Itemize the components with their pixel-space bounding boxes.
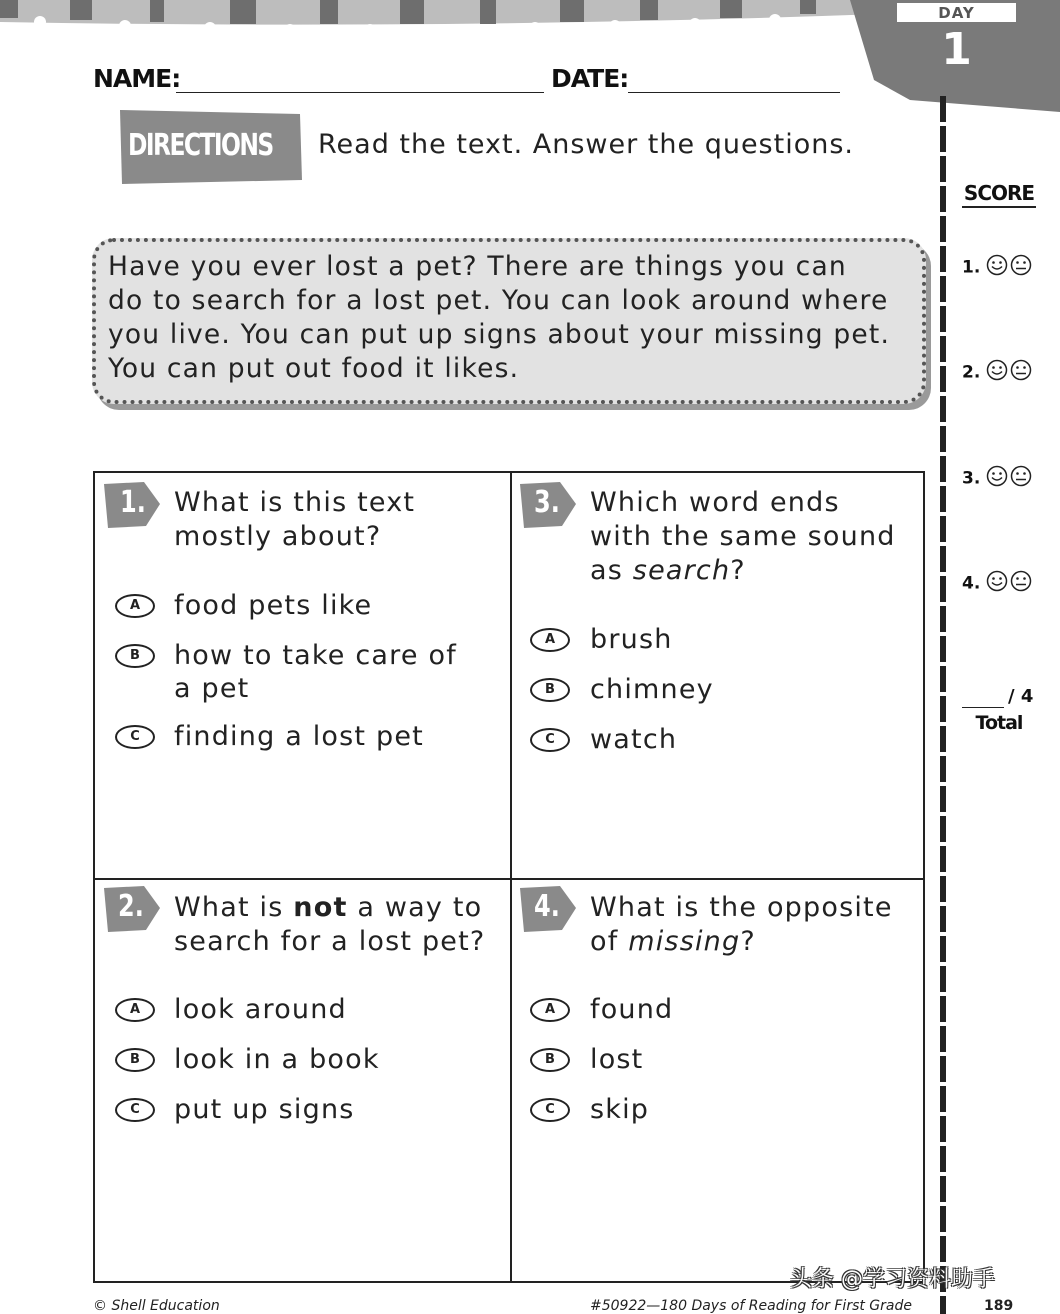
question-3-number: 3. xyxy=(534,485,560,520)
question-2-number: 2. xyxy=(118,889,144,924)
question-2-prompt: What is not a way to search for a lost pet? xyxy=(174,892,486,957)
total-score-suffix: / 4 xyxy=(1008,686,1034,707)
neutral-face-icon[interactable] xyxy=(1008,254,1032,281)
footer-book-title: #50922—180 Days of Reading for First Grade xyxy=(590,1298,912,1314)
question-1-option-c-text: finding a lost pet xyxy=(174,721,424,752)
question-4-option-c-bubble[interactable]: C xyxy=(530,1098,570,1122)
question-3-option-a-text: brush xyxy=(590,624,673,655)
question-4-number: 4. xyxy=(534,889,560,924)
question-2-option-a-bubble[interactable]: A xyxy=(115,998,155,1022)
total-label: Total xyxy=(975,712,1023,734)
score-row-2-label: 2. xyxy=(962,362,981,383)
day-label: DAY xyxy=(897,3,1016,22)
reading-passage-text: Have you ever lost a pet? There are things you can do to search for a lost pet. You can look around where you live. You can put up signs about your missing pet. You can put out food it likes. xyxy=(108,251,891,384)
question-1-number: 1. xyxy=(120,485,146,520)
question-3-option-c-bubble[interactable]: C xyxy=(530,728,570,752)
question-3-prompt: Which word ends with the same sound as search? xyxy=(590,487,896,586)
date-field[interactable] xyxy=(628,92,840,93)
date-label: DATE: xyxy=(551,64,629,93)
score-row-3-label: 3. xyxy=(962,468,981,489)
smiley-face-icon[interactable] xyxy=(986,465,1008,492)
grid-vertical-divider xyxy=(510,473,512,1281)
directions-badge-text: DIRECTIONS xyxy=(128,128,273,163)
question-3-option-a-bubble[interactable]: A xyxy=(530,628,570,652)
question-3-option-b-text: chimney xyxy=(590,674,714,705)
question-1-option-b-text: how to take care of a pet xyxy=(174,640,457,704)
neutral-face-icon[interactable] xyxy=(1008,359,1032,386)
score-row-1 xyxy=(962,254,1032,281)
question-1-option-b-bubble[interactable]: B xyxy=(115,644,155,668)
question-4-option-b-bubble[interactable]: B xyxy=(530,1048,570,1072)
top-decorative-band xyxy=(0,0,880,40)
name-label: NAME: xyxy=(93,64,181,93)
score-row-2 xyxy=(962,359,1032,386)
question-3-option-c-text: watch xyxy=(590,724,678,755)
total-score-field[interactable] xyxy=(962,686,1033,708)
question-2-option-c-bubble[interactable]: C xyxy=(115,1098,155,1122)
score-column-divider xyxy=(940,96,946,1314)
neutral-face-icon[interactable] xyxy=(1008,570,1032,597)
question-2-option-c-text: put up signs xyxy=(174,1094,355,1125)
question-2-option-b-bubble[interactable]: B xyxy=(115,1048,155,1072)
grid-horizontal-divider xyxy=(95,878,923,880)
score-row-3 xyxy=(962,465,1032,492)
question-1-option-a-text: food pets like xyxy=(174,590,373,621)
smiley-face-icon[interactable] xyxy=(986,570,1008,597)
question-4-option-b-text: lost xyxy=(590,1044,644,1075)
question-1-option-c-bubble[interactable]: C xyxy=(115,725,155,749)
question-4-prompt: What is the opposite of missing? xyxy=(590,892,893,957)
score-row-4-label: 4. xyxy=(962,573,981,594)
score-row-1-label: 1. xyxy=(962,257,981,278)
question-4-option-a-text: found xyxy=(590,994,674,1025)
name-field[interactable] xyxy=(176,92,544,93)
score-row-4 xyxy=(962,570,1032,597)
neutral-face-icon[interactable] xyxy=(1008,465,1032,492)
day-number: 1 xyxy=(941,24,972,75)
footer-copyright: © Shell Education xyxy=(93,1298,220,1314)
question-4-option-a-bubble[interactable]: A xyxy=(530,998,570,1022)
question-2-option-a-text: look around xyxy=(174,994,347,1025)
question-4-option-c-text: skip xyxy=(590,1094,650,1125)
question-3-option-b-bubble[interactable]: B xyxy=(530,678,570,702)
total-score-blank[interactable] xyxy=(962,686,1004,708)
directions-text: Read the text. Answer the questions. xyxy=(318,129,854,160)
score-heading: SCORE xyxy=(962,180,1036,208)
page-number: 189 xyxy=(984,1298,1014,1314)
question-2-option-b-text: look in a book xyxy=(174,1044,380,1075)
smiley-face-icon[interactable] xyxy=(986,359,1008,386)
question-1-prompt: What is this text mostly about? xyxy=(174,487,416,552)
smiley-face-icon[interactable] xyxy=(986,254,1008,281)
question-1-option-a-bubble[interactable]: A xyxy=(115,594,155,618)
watermark-text: 头条 @学习资料助手 xyxy=(790,1267,995,1292)
